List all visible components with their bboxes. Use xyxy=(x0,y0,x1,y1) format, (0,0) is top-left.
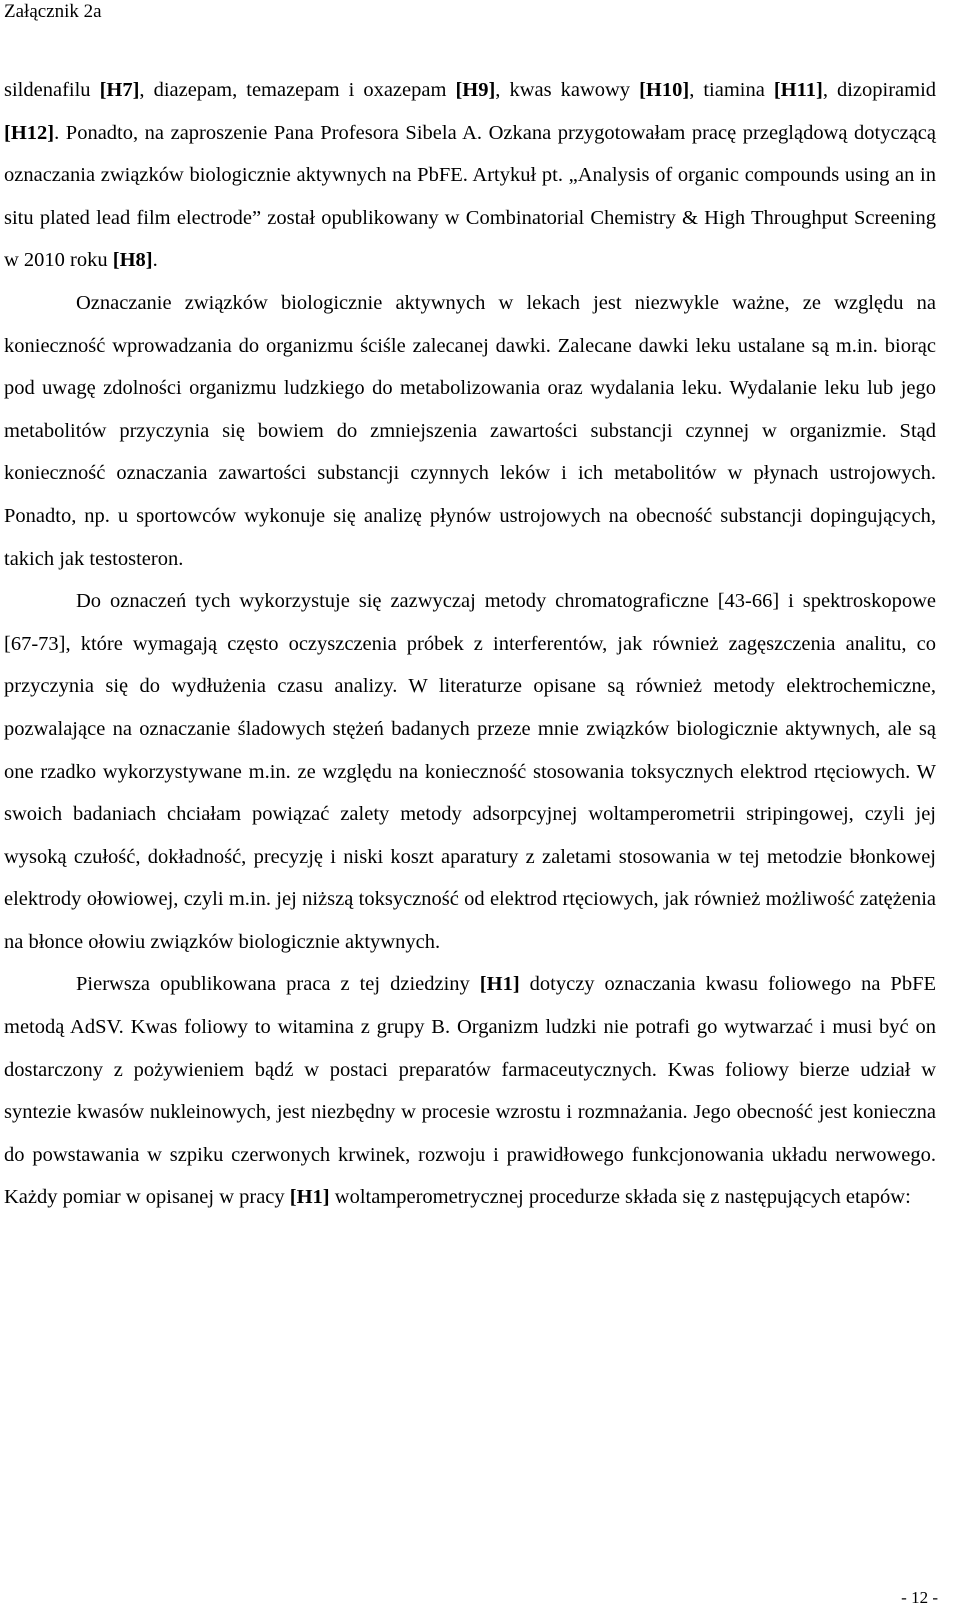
text-run: dotyczy oznaczania kwasu foliowego na PbFE metodą AdSV. Kwas foliowy to witamina z grupy B. Organizm ludzki nie potrafi go wytwarzać i musi być on dostarczony z pożywieniem bądź w postaci preparatów farmaceutycznych. Kwas foliowy bierze udział w syntezie kwasów nukleinowych, jest niezbędny w procesie wzrostu i rozmnażania. Jego obecność jest konieczna do powstawania w szpiku czerwonych krwinek, rozwoju i prawidłowego funkcjonowania układu nerwowego. Każdy pomiar w opisanej w pracy xyxy=(4,973,937,1209)
reference-label: [H11] xyxy=(773,79,823,101)
text-run: . xyxy=(152,249,158,272)
page-header: Załącznik 2a xyxy=(4,1,102,22)
paragraph xyxy=(4,282,936,580)
paragraph xyxy=(4,580,936,963)
text-run: sildenafilu xyxy=(4,79,100,101)
text-run: , dizopiramid xyxy=(822,79,937,101)
reference-label: [H7] xyxy=(99,79,140,101)
paragraph xyxy=(4,963,936,1219)
text-run: , kwas kawowy xyxy=(495,79,640,101)
text-run: Do oznaczeń tych wykorzystuje się zazwyczaj metody chromatograficzne [43-66] i spektroskopowe [67-73], które wymagają często oczyszczenia próbek z interferentów, jak również zagęszczenia analitu, co przyczynia się do wydłużenia czasu analizy. W literaturze opisane są również metody elektrochemiczne, pozwalające na oznaczanie śladowych stężeń badanych przeze mnie związków biologicznie aktywnych, ale są one rzadko wykorzystywane m.in. ze względu na konieczność stosowania toksycznych elektrod rtęciowych. W swoich badaniach chciałam powiązać zalety metody adsorpcyjnej woltamperometrii stripingowej, czyli jej wysoką czułość, dokładność, precyzję i niski koszt aparatury z zaletami stosowania w tej metodzie błonkowej elektrody ołowiowej, czyli m.in. jej niższą toksyczność od elektrod rtęciowych, jak również możliwość zatężenia na błonce ołowiu związków biologicznie aktywnych. xyxy=(4,590,936,953)
text-run: woltamperometrycznej procedurze składa się z następujących etapów: xyxy=(329,1186,911,1209)
reference-label: [H10] xyxy=(639,79,690,101)
reference-label: [H1] xyxy=(289,1186,330,1209)
page-number: - 12 - xyxy=(901,1588,938,1607)
text-run: . Ponadto, na zaproszenie Pana Profesora Sibela A. Ozkana przygotowałam pracę przeglądową dotyczącą oznaczania związków biologicznie aktywnych na PbFE. Artykuł pt. „Analysis of organic compounds using an in situ plated lead film electrode” został opublikowany w Combinatorial Chemistry & High Throughput Screening w 2010 roku xyxy=(4,121,936,272)
text-run: , diazepam, temazepam i oxazepam xyxy=(139,79,456,101)
text-run: , tiamina xyxy=(689,79,774,101)
reference-label: [H12] xyxy=(4,121,55,144)
text-run: Pierwsza opublikowana praca z tej dziedziny xyxy=(76,973,480,996)
reference-label: [H8] xyxy=(112,249,153,272)
paragraph xyxy=(4,69,936,282)
reference-label: [H1] xyxy=(479,973,520,996)
text-run: Oznaczanie związków biologicznie aktywnych w lekach jest niezwykle ważne, ze względu na konieczność wprowadzania do organizmu ściśle zalecanej dawki. Zalecane dawki leku ustalane są m.in. biorąc pod uwagę zdolności organizmu ludzkiego do metabolizowania oraz wydalania leku. Wydalanie leku lub jego metabolitów przyczynia się bowiem do zmniejszenia zawartości substancji czynnej w organizmie. Stąd konieczność oznaczania zawartości substancji czynnych leków i ich metabolitów w płynach ustrojowych. Ponadto, np. u sportowców wykonuje się analizę płynów ustrojowych na obecność substancji dopingujących, takich jak testosteron. xyxy=(4,291,936,570)
document-body xyxy=(4,69,936,1219)
reference-label: [H9] xyxy=(455,79,496,101)
